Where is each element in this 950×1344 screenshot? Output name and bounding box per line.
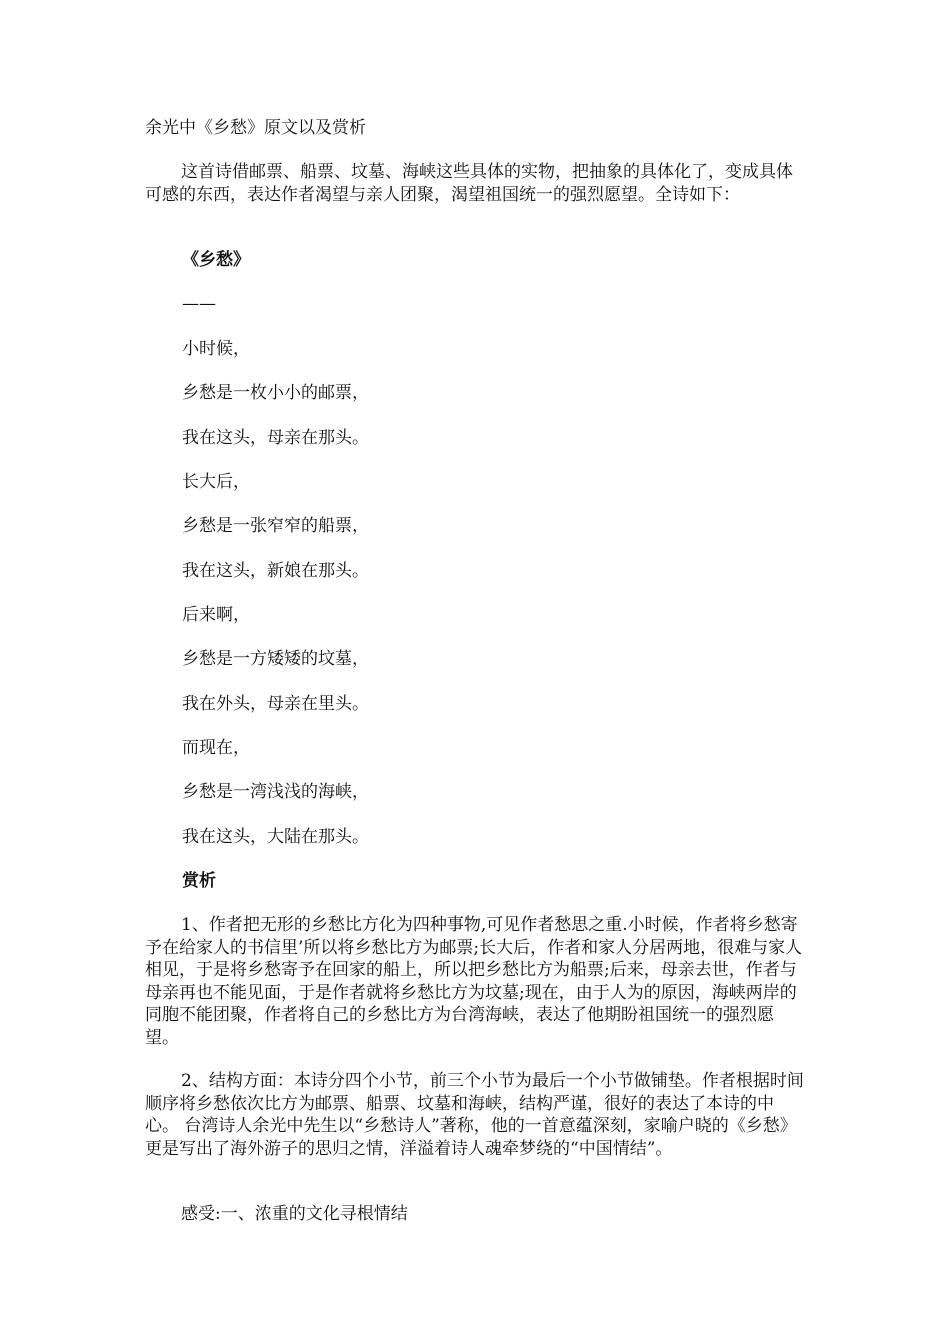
poem-line: 乡愁是一枚小小的邮票， — [182, 383, 369, 403]
poem-line: 小时候， — [182, 339, 250, 359]
poem-line: 我在这头，新娘在那头。 — [182, 561, 369, 581]
poem-line: 乡愁是一湾浅浅的海峡， — [182, 782, 369, 802]
poem-line: 乡愁是一张窄窄的船票， — [182, 516, 369, 536]
document-title: 余光中《乡愁》原文以及赏析 — [145, 118, 366, 138]
poem-line: 长大后， — [182, 472, 250, 492]
poem-line: 我在外头，母亲在里头。 — [182, 694, 369, 714]
feeling-paragraph: 感受:一、浓重的文化寻根情结 — [181, 1204, 408, 1224]
poem-line: 我在这头，大陆在那头。 — [182, 827, 369, 847]
poem-line: 乡愁是一方矮矮的坟墓， — [182, 649, 369, 669]
poem-line: 我在这头，母亲在那头。 — [182, 428, 369, 448]
poem-line: 而现在， — [182, 738, 250, 758]
intro-paragraph: 这首诗借邮票、船票、坟墓、海峡这些具体的实物，把抽象的具体化了，变成具体可感的东西，表达作者渴望与亲人团聚，渴望祖国统一的强烈愿望。全诗如下： — [145, 162, 793, 205]
analysis-heading: 赏析 — [182, 871, 216, 891]
poem-author-dash: —— — [182, 294, 216, 314]
poem-title: 《乡愁》 — [182, 250, 250, 270]
poem-line: 后来啊， — [182, 605, 250, 625]
analysis-paragraph: 1、作者把无形的乡愁比方化为四种事物,可见作者愁思之重.小时候，作者将乡愁寄予在给家人的书信里’所以将乡愁比方为邮票;长大后，作者和家人分居两地，很难与家人相见，于是将乡愁寄予在回家的船上，所以把乡愁比方为船票;后来，母亲去世，作者与母亲再也不能见面，于是作者就将乡愁比方为坟墓;现在，由于人为的原因，海峡两岸的同胞不能团聚，作者将自己的乡愁比方为台湾海峡，表达了他期盼祖国统一的强烈愿望。 — [145, 915, 803, 1048]
analysis-paragraph: 2、结构方面：本诗分四个小节，前三个小节为最后一个小节做铺垫。作者根据时间顺序将乡愁依次比方为邮票、船票、坟墓和海峡，结构严谨，很好的表达了本诗的中心。 台湾诗人余光中先生以“乡愁诗人”著称，他的一首意蕴深刻，家喻户晓的《乡愁》更是写出了海外游子的思归之情，洋溢着诗人魂牵梦绕的“中国情结”。 — [145, 1071, 804, 1159]
